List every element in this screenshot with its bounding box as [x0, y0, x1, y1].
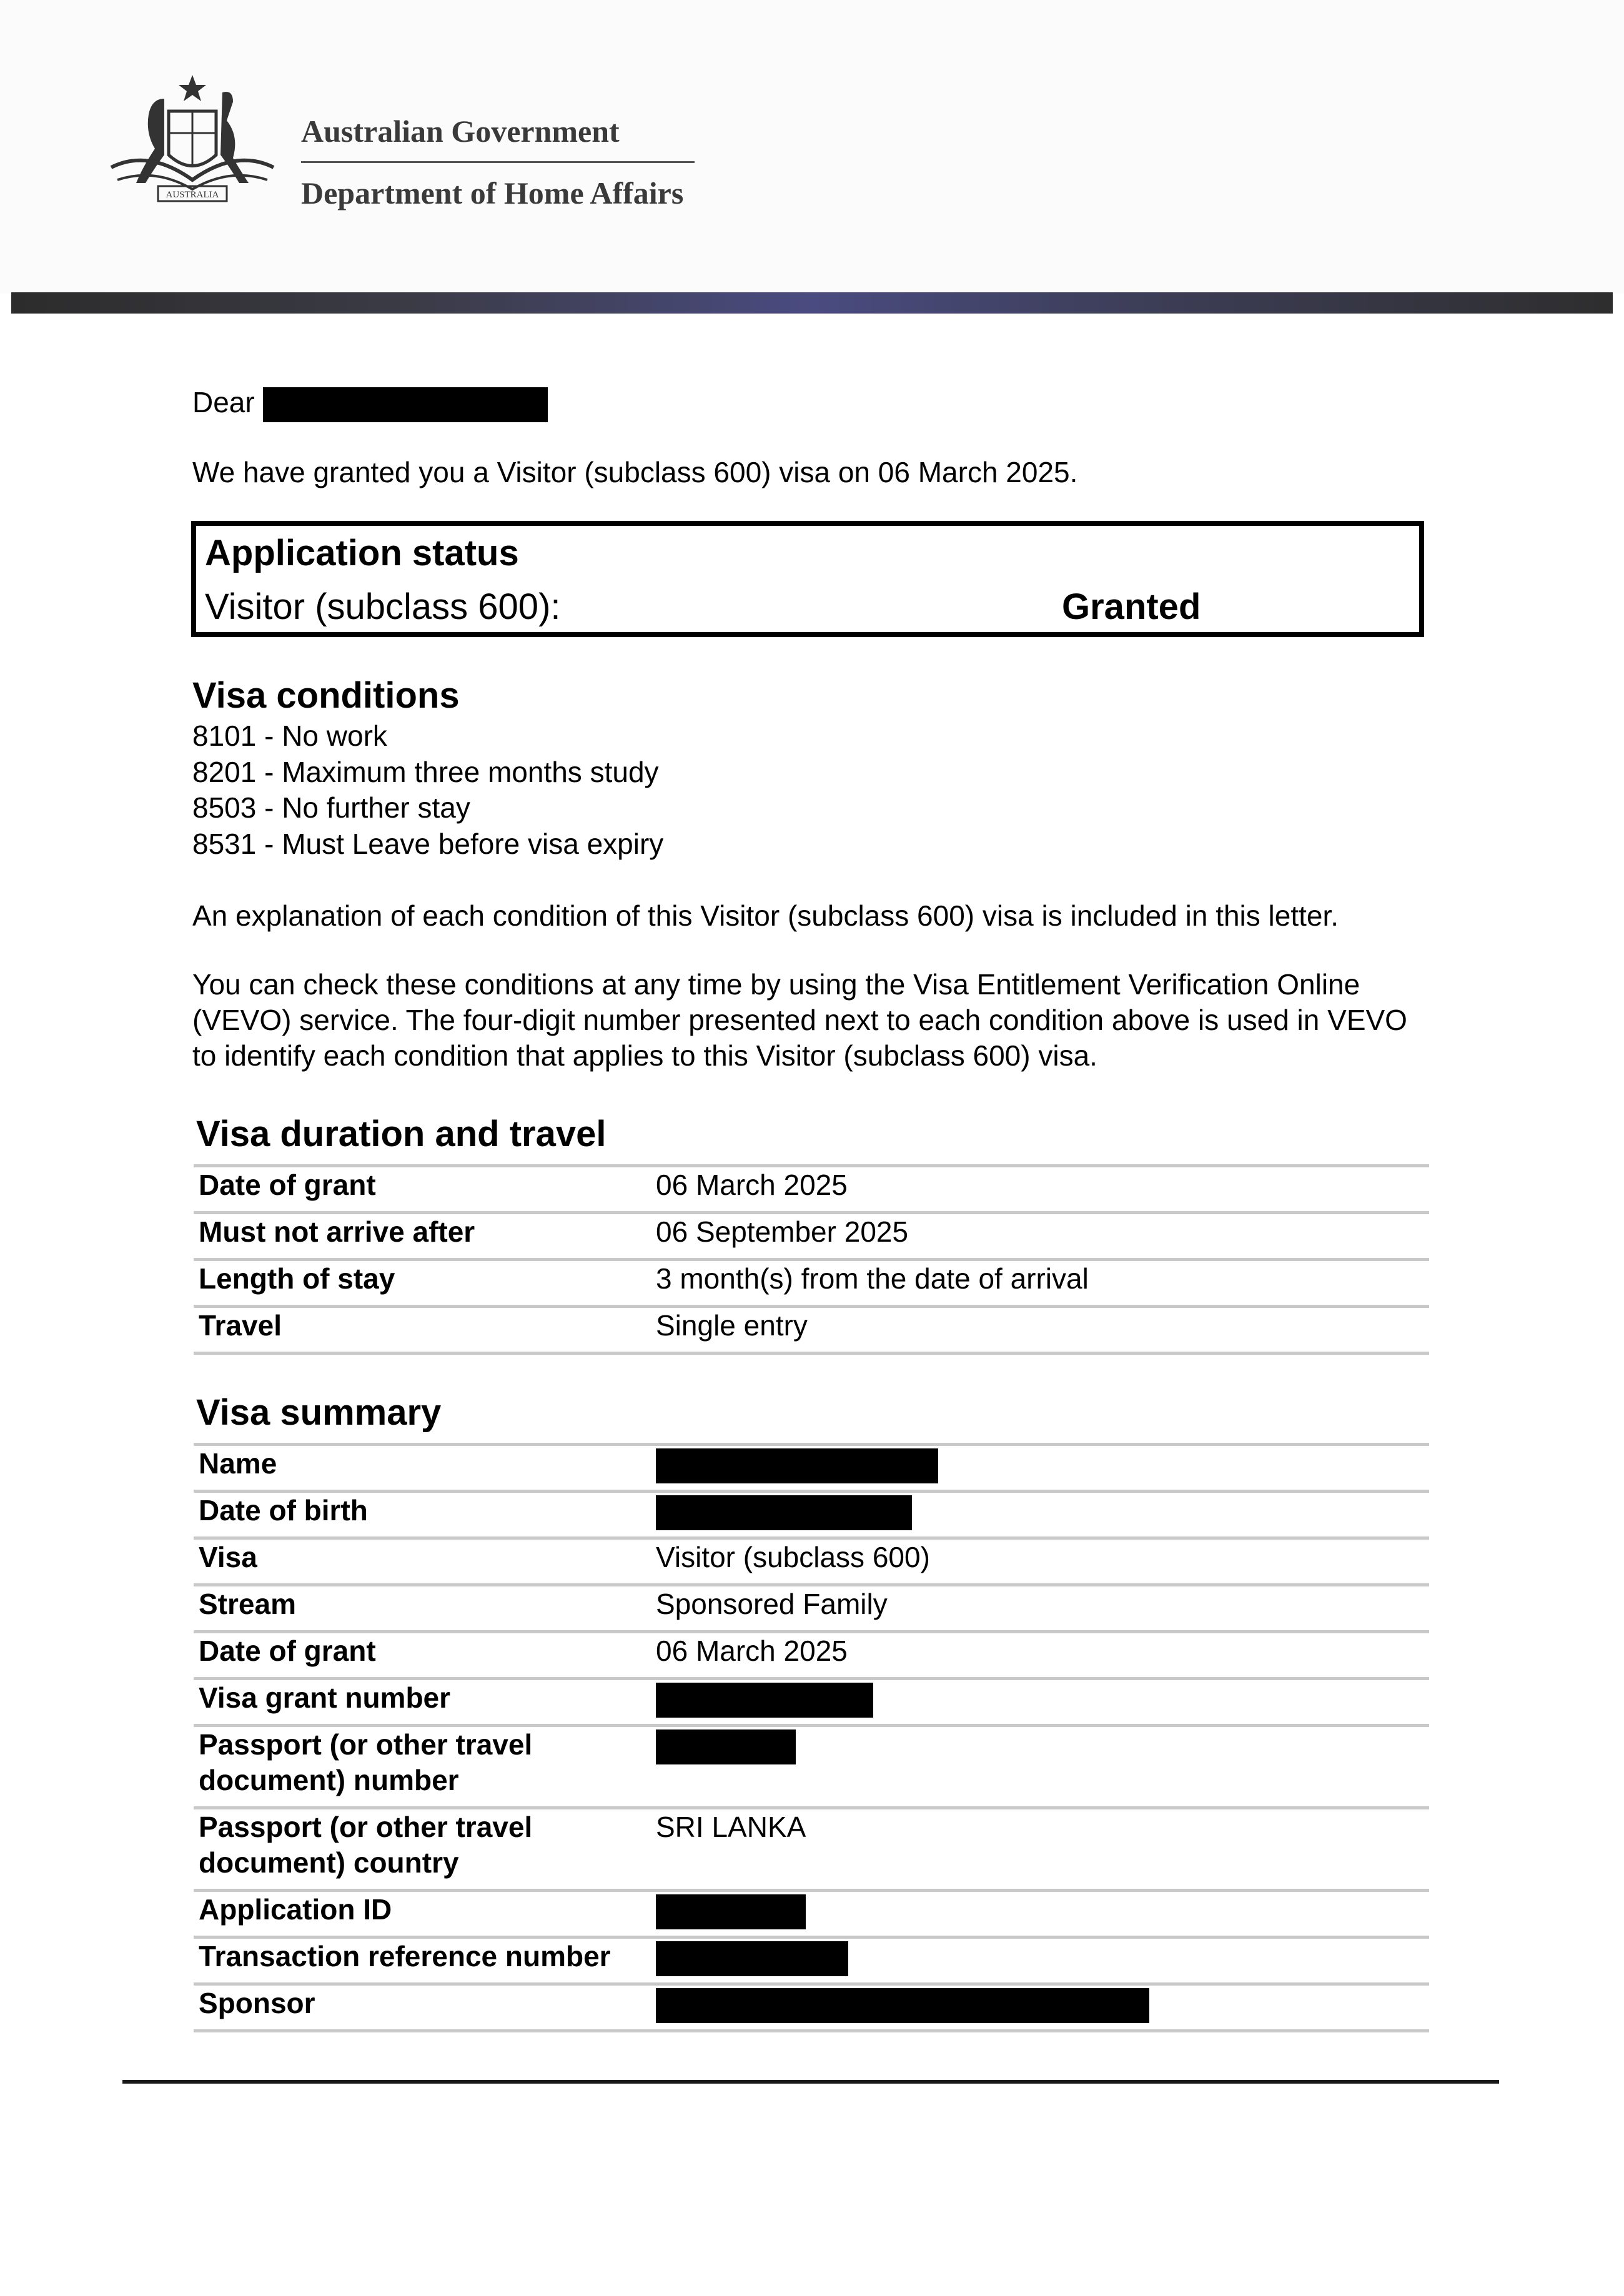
header-band — [11, 292, 1613, 314]
table-row — [194, 1446, 1429, 1493]
row-label: Transaction reference number — [199, 1940, 611, 1972]
vevo-paragraph: You can check these conditions at any time by using the Visa Entitlement Verification Online (VEVO) service. The four-digit number presented next to each condition above is used in VEVO to identify each condition that applies to this Visitor (subclass 600) visa. — [192, 968, 1407, 1072]
row-label: Must not arrive after — [199, 1215, 475, 1248]
redacted-recipient-name — [263, 387, 548, 422]
summary-title: Visa summary — [196, 1392, 442, 1433]
row-value: Sponsored Family — [656, 1588, 888, 1620]
row-label: Length of stay — [199, 1262, 395, 1295]
agency-name — [301, 112, 695, 212]
table-row — [194, 1633, 1429, 1680]
redacted-passport-number — [656, 1729, 796, 1764]
conditions-list — [192, 718, 663, 862]
salutation-text: Dear — [192, 386, 255, 418]
table-row — [194, 1986, 1429, 2032]
condition-item: 8503 - No further stay — [192, 791, 470, 824]
row-value: Visitor (subclass 600) — [656, 1541, 930, 1573]
redacted-visa-grant-number — [656, 1683, 873, 1718]
row-value: 06 September 2025 — [656, 1215, 909, 1248]
status-title: Application status — [205, 533, 519, 573]
application-status-box — [191, 521, 1424, 637]
table-row — [194, 1167, 1429, 1214]
conditions-explanation: An explanation of each condition of this Visitor (subclass 600) visa is included in this letter. — [192, 899, 1339, 932]
table-row — [194, 1892, 1429, 1939]
row-value: 06 March 2025 — [656, 1635, 848, 1667]
redacted-transaction-reference — [656, 1941, 848, 1976]
status-value: Granted — [1062, 586, 1201, 627]
row-label: Name — [199, 1447, 277, 1480]
table-row — [194, 1586, 1429, 1633]
status-label: Visitor (subclass 600): — [205, 586, 561, 627]
row-value: SRI LANKA — [656, 1811, 806, 1843]
redacted-name — [656, 1448, 938, 1483]
row-label: Passport (or other travel document) country — [199, 1811, 533, 1879]
row-value: 3 month(s) from the date of arrival — [656, 1262, 1089, 1295]
row-label: Date of grant — [199, 1169, 376, 1201]
row-label: Date of birth — [199, 1494, 368, 1527]
condition-item: 8531 - Must Leave before visa expiry — [192, 827, 664, 860]
visa-conditions-title: Visa conditions — [192, 675, 460, 716]
row-label: Visa — [199, 1541, 257, 1573]
row-value: 06 March 2025 — [656, 1169, 848, 1201]
condition-item: 8101 - No work — [192, 720, 387, 752]
redacted-date-of-birth — [656, 1495, 912, 1530]
table-row — [194, 1214, 1429, 1261]
crest-scroll-text: AUSTRALIA — [166, 190, 219, 200]
coat-of-arms-icon — [99, 74, 286, 217]
letterhead — [0, 0, 1624, 294]
condition-item: 8201 - Maximum three months study — [192, 755, 659, 788]
table-row — [194, 1727, 1429, 1809]
row-label: Travel — [199, 1309, 282, 1342]
salutation — [192, 385, 548, 422]
table-row — [194, 1540, 1429, 1586]
row-label: Stream — [199, 1588, 296, 1620]
row-label: Visa grant number — [199, 1681, 451, 1714]
row-value: Single entry — [656, 1309, 808, 1342]
row-label: Application ID — [199, 1893, 392, 1926]
table-row — [194, 1308, 1429, 1355]
table-row — [194, 1261, 1429, 1308]
department-title: Department of Home Affairs — [301, 176, 684, 210]
table-row — [194, 1493, 1429, 1540]
row-label: Passport (or other travel document) number — [199, 1728, 533, 1796]
footer-divider — [122, 2080, 1499, 2084]
table-row — [194, 1939, 1429, 1986]
row-label: Sponsor — [199, 1987, 315, 2019]
summary-table — [194, 1443, 1429, 2032]
row-label: Date of grant — [199, 1635, 376, 1667]
duration-title: Visa duration and travel — [196, 1114, 607, 1154]
table-row — [194, 1680, 1429, 1727]
redacted-sponsor — [656, 1988, 1149, 2023]
duration-table — [194, 1164, 1429, 1355]
table-row — [194, 1809, 1429, 1892]
grant-intro: We have granted you a Visitor (subclass 600) visa on 06 March 2025. — [192, 456, 1078, 488]
redacted-application-id — [656, 1894, 806, 1929]
government-title: Australian Government — [301, 112, 695, 163]
